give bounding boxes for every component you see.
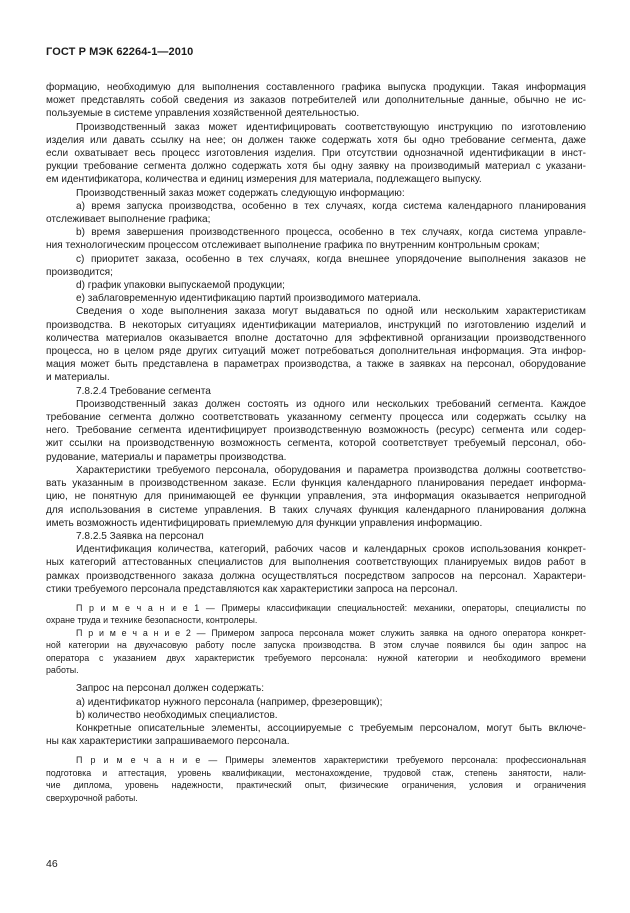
text-line: иметь возможность идентифицировать приемлемую для функции управления информацию. <box>46 517 483 529</box>
text-line: и материалы. <box>46 372 110 384</box>
notes-block-1 <box>46 602 586 676</box>
paragraph <box>46 682 586 695</box>
text-line: П р и м е ч а н и е 1 — Примеры классификации специальностей: механики, операторы, специалисты по <box>76 602 586 613</box>
section-heading <box>46 530 586 543</box>
list-item <box>46 696 586 709</box>
text-line: производится; <box>46 266 113 278</box>
text-line: Запрос на персонал должен содержать: <box>76 683 265 695</box>
text-line: d) график упаковки выпускаемой продукции; <box>76 280 285 292</box>
text-line: e) заблаговременную идентификацию партий производимого материала. <box>76 293 421 305</box>
text-line: Конкретные описательные элементы, ассоциируемые с требуемым персоналом, могут быть включе- <box>76 722 586 734</box>
text-line: c) приоритет заказа, особенно в тех случаях, когда внешнее упорядочение выполнения заказов не <box>76 253 586 265</box>
text-line: Идентификация количества, категорий, рабочих часов и календарных сроков использования конкрет- <box>76 544 586 556</box>
text-line: изделия или давать ссылку на нее; он должен также содержать хотя бы одно требование сегмента, даже <box>46 134 586 146</box>
list-item <box>46 253 586 279</box>
text-line: требование сегмента должно соответствовать указанному сегменту процесса или содержать ссылку на <box>46 412 586 424</box>
text-line: рамках производственного заказа должна осуществляться посредством запросов на персонал. Характери- <box>46 570 586 582</box>
text-line: 7.8.2.5 Заявка на персонал <box>76 530 204 542</box>
paragraph <box>46 398 586 464</box>
text-line: производства. В некоторых ситуациях идентификации материалов, инструкций по изготовлению изделий и <box>46 319 586 331</box>
paragraph <box>46 305 586 384</box>
text-line: мация может быть представлена в параметрах производства, а также в заявках на персонал, оборудование <box>46 359 586 371</box>
text-line: жит ссылки на производственную возможность сегмента, которой соответствует требуемый персонал, обо- <box>46 438 586 450</box>
text-line: работы. <box>46 664 79 675</box>
text-line: стики требуемого персонала представляются как характеристики запроса на персонал. <box>46 583 458 595</box>
text-line: Сведения о ходе выполнения заказа могут выдаваться по одной или нескольким характеристикам <box>76 306 586 318</box>
text-line: оператора с указанием двух характеристик требуемого персонала: нужной категории и необходимого времени <box>46 652 586 663</box>
text-line: рудование, материалы и параметры производства. <box>46 451 287 463</box>
text-line: П р и м е ч а н и е — Примеры элементов характеристики требуемого персонала: профессиональная <box>76 755 586 766</box>
notes-block-2 <box>46 754 586 804</box>
list-item <box>46 279 586 292</box>
text-line: 7.8.2.4 Требование сегмента <box>76 385 211 397</box>
paragraph <box>46 464 586 530</box>
text-line: рукции требование сегмента должно содержать хотя бы одну заявку на производимый материал с указани- <box>46 161 586 173</box>
text-line: b) время завершения производственного процесса, особенно в тех случаях, когда система управле- <box>76 227 586 239</box>
note <box>46 627 586 677</box>
paragraph <box>46 187 586 200</box>
text-line: Производственный заказ может идентифицировать соответствующую инструкцию по изготовлению <box>76 121 586 133</box>
paragraphs-block <box>46 81 586 596</box>
note <box>46 754 586 804</box>
text-line: Производственный заказ может содержать следующую информацию: <box>76 187 405 199</box>
text-line: сверхурочной работы. <box>46 792 138 803</box>
text-line: a) идентификатор нужного персонала (например, фрезеровщик); <box>76 696 383 708</box>
text-line: ны как характеристики запрашиваемого персонала. <box>46 736 290 748</box>
text-line: вать указанным в производственном заказе. Если функция календарного планирования передает информа- <box>46 478 586 490</box>
paragraphs-block-2 <box>46 682 586 748</box>
text-line: ем идентификатора, количества и единиц измерения для материала, подлежащего выпуску. <box>46 174 482 186</box>
text-line: пользуемые в системе управления хозяйственной деятельностью. <box>46 108 360 120</box>
note <box>46 602 586 627</box>
text-line: ных категорий аттестованных специалистов для выполнения соответствующих планируемых видов работ в <box>46 557 586 569</box>
text-line: b) количество необходимых специалистов. <box>76 709 278 721</box>
text-line: может представлять собой сведения из заказов потребителей или дополнительные данные, обычно не ис- <box>46 95 586 107</box>
document-header-title: ГОСТ Р МЭК 62264-1—2010 <box>46 46 194 58</box>
text-line: процесса, но в целом ряде других ситуаций может потребоваться дополнительная информация. Эта инфор- <box>46 346 586 358</box>
text-line: охране труда и технике безопасности, контролеры. <box>46 615 258 626</box>
document-body <box>46 81 586 804</box>
list-item <box>46 226 586 252</box>
list-item <box>46 709 586 722</box>
text-line: него. Требование сегмента идентифицирует производственную возможность (ресурс) сегмента или содер- <box>46 425 586 437</box>
text-line: a) время запуска производства, особенно в тех случаях, когда система календарного планирования <box>76 200 586 212</box>
text-line: формацию, необходимую для выполнения составленного графика выпуска продукции. Такая информация <box>46 82 586 93</box>
text-line: ния технологическим процессом отслеживает выполнение графика по внутренним контрольным срокам; <box>46 240 540 252</box>
paragraph <box>46 722 586 748</box>
section-heading <box>46 385 586 398</box>
text-line: подготовка и аттестация, уровень квалификации, местонахождение, трудовой стаж, степень занятости, нали- <box>46 767 586 778</box>
text-line: количества материалов оказывается вполне достаточно для эффективной организации производственного <box>46 332 586 344</box>
text-line: ной категории на двухчасовую работу после запуска производства. В этом случае появился бы один запрос на <box>46 640 586 651</box>
paragraph <box>46 121 586 187</box>
page-number: 46 <box>46 858 58 870</box>
text-line: Характеристики требуемого персонала, оборудования и параметра производства должны соответство- <box>76 464 586 476</box>
text-line: Производственный заказ должен состоять из одного или нескольких требований сегмента. Каждое <box>76 398 586 410</box>
text-line: П р и м е ч а н и е 2 — Примером запроса персонала может служить заявка на одного оператора конкрет- <box>76 627 586 638</box>
text-line: отслеживает выполнение графика; <box>46 214 211 226</box>
text-line: чие диплома, уровень надежности, практический опыт, физические ограничения, условия и ограничения <box>46 780 586 791</box>
paragraph <box>46 81 586 121</box>
list-item <box>46 292 586 305</box>
text-line: для использования в системе управления. В таких случаях функция календарного планирования должна <box>46 504 586 516</box>
text-line: если охватывает весь процесс изготовления изделия. При отсутствии однозначной идентификации в инст- <box>46 148 586 160</box>
text-line: цию, не понятную для принимающей ее функции управления, эта информация оказывается непригодной <box>46 491 586 503</box>
paragraph <box>46 543 586 596</box>
list-item <box>46 200 586 226</box>
